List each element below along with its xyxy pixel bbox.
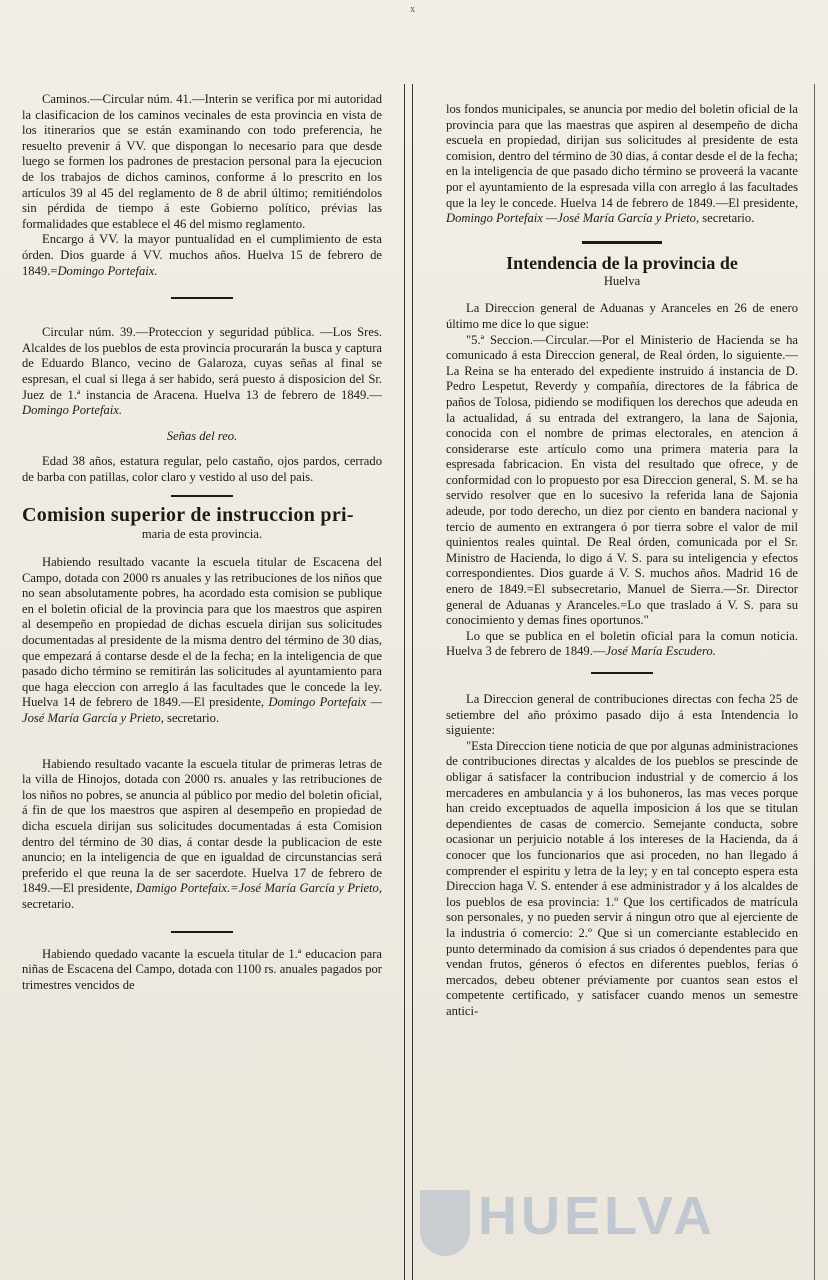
aduanas-signature: José María Escudero. bbox=[605, 644, 716, 659]
comision-title: Comision superior de instruccion pri- bbox=[22, 504, 354, 527]
continuation-notice bbox=[446, 102, 798, 227]
separator-rule bbox=[171, 297, 233, 299]
hinojos-notice bbox=[22, 757, 382, 913]
separator-rule bbox=[171, 931, 233, 933]
aduanas-closing-text: Lo que se publica en el boletin oficial para la comun noticia. Huelva 3 de febrero de 1849.— bbox=[446, 628, 798, 659]
caminos-closing bbox=[22, 232, 382, 279]
circular-39 bbox=[22, 325, 382, 419]
caminos-signature: Domingo Portefaix. bbox=[57, 263, 158, 278]
senas-text: Edad 38 años, estatura regular, pelo castaño, ojos pardos, cerrado de barba con patillas, color claro y vestido al uso del pais. bbox=[22, 454, 382, 484]
separator-rule bbox=[591, 672, 653, 674]
hinojos-signature: Damigo Portefaix.=José María García y Prieto, bbox=[136, 881, 382, 896]
continuation-end: secretario. bbox=[699, 211, 755, 226]
comision-subtitle: maria de esta provincia. bbox=[141, 527, 263, 542]
contrib-intro: La Direccion general de contribuciones directas con fecha 25 de setiembre del año próximo pasado dijo á esta Intendencia lo siguiente: bbox=[446, 692, 798, 738]
circular-39-signature: Domingo Portefaix. bbox=[22, 403, 123, 418]
column-divider bbox=[404, 84, 413, 1280]
separator-rule bbox=[582, 241, 662, 244]
right-column bbox=[446, 102, 798, 1019]
aduanas-circular: "5.ª Seccion.—Circular.—Por el Ministerio de Hacienda se ha comunicado á esta Direccion general, de Real órden, lo siguiente.—La Reina se ha enterado del expediente instruido á instancia de D. Pedro Lespetut, Reverdy y compañía, directores de la fábrica de paños de Tolosa, pidiendo se modifiquen los derechos que adeuda en la actualidad, á su entrada del extrangero, la lana de Sajonia, conocida con el nombre de primas electorales, en atencion á considerarse este artículo como una primera materia para la espresada fabricacion. En vista del resultado que ofrece, y de conformidad con lo propuesto por esa Direccion general, S. M. se ha servido resolver que en lo sucesivo la referida lana de Sajonia adeude, por todo derecho, un diez por ciento en bandera nacional y tercio de aumento en extrangera ó por tierra sobre el valor de mil quinientos reales quintal. De Real órden, comunicada por el Sr. Ministro de Hacienda, lo digo á V. S. para su inteligencia y efectos correspondientes. Dios guarde á V. S. muchos años. Madrid 16 de enero de 1849.=El subsecretario, Manuel de Sierra.—Sr. Director general de Aduanas y Aranceles.=Lo que traslado á V. S. para su conocimiento y demas fines oportunos." bbox=[446, 332, 798, 628]
aduanas-intro: La Direccion general de Aduanas y Aranceles en 26 de enero último me dice lo que sigue: bbox=[446, 301, 798, 331]
hinojos-text: Habiendo resultado vacante la escuela titular de primeras letras de la villa de Hinojos, dotada con 2000 rs. anuales y las retribuciones de los niños no pobres, se anuncia al público por medio del boletin oficial, á fin de que los maestros que aspiren al desempeño en propiedad de dicha escuela dirijan sus solicitudes documentadas á esta Comision dentro del término de 30 dias, á contar desde la publicacion de este anuncio; en la inteligencia de que en igualdad de circunstancias será preferido el que reuna la de ser sacerdote. Huelva 17 de febrero de 1849.—El presidente, bbox=[22, 756, 382, 896]
circular-39-text: Circular núm. 39.—Proteccion y seguridad pública. —Los Sres. Alcaldes de los pueblos de esta provincia procurarán la busca y captura de Eduardo Blanco, vecino de Galaroza, cuyas señas al final se espresan, el cual si llega á ser habido, será puesto á disposicion del Sr. Juez de 1.ª instancia de Aracena. Huelva 13 de febrero de 1849.— bbox=[22, 325, 382, 402]
senas-title: Señas del reo. bbox=[166, 428, 238, 443]
caminos-closing-text: Encargo á VV. la mayor puntualidad en el cumplimiento de esta órden. Dios guarde á VV. muchos años. Huelva 15 de febrero de 1849.= bbox=[22, 232, 382, 278]
top-mark: x bbox=[410, 4, 415, 15]
right-edge-rule bbox=[814, 84, 815, 1280]
escacena-text: Habiendo resultado vacante la escuela titular de Escacena del Campo, dotada con 2000 rs anuales y las retribuciones de los niños que no sean absolutamente pobres, ha acordado esta comision se publique en el boletin oficial de la provincia para que los maestros que aspiren al desempeño en propiedad de dichas escuela dirijan sus solicitudes documentadas al presidente de la misma dentro del término de 30 dias, que empezará á contarse desde el de la fecha; en la inteligencia de que pasado dicho término se remitirán las solicitudes al ayuntamiento para que haga eleccion con arreglo á las facultades que le concede la ley. Huelva 14 de febrero de 1849.—El presidente, bbox=[22, 555, 382, 710]
contrib-text: "Esta Direccion tiene noticia de que por algunas administraciones de contribuciones directas y alcaldes de los pueblos se prescinde de obligar á satisfacer la contribucion industrial y de comercio á los mercaderes en ambulancia y á los buhoneros, las mas veces porque han creido exceptuados de aquella imposicion á los que se titulan dependientes de casas de comercio. Semejante conducta, sobre ocasionar un perjuicio notable á los intereses de la Hacienda, da á conocer que los funcionarios que asi proceden, no han llegado á comprender el espiritu y letra de la ley; y en tal concepto espera esta Direccion haga V. S. entender á ese administrador y á los alcaldes de los pueblos de esa provincia: 1.º Que los certificados de matrícula son personales, y no pueden servir á ningun otro que al ejerciente de la industria ó comercio: 2.º Que si un comerciante establecido en punto determinado da comision á sus criados ó dependentes para que vendan frutos, géneros ó efectos en diferentes pueblos, ferias ó mercados, debeu obtener préviamente por cuantos sean estos el competente certificado, y satisfacer cuando menos un semestre antici- bbox=[446, 738, 798, 1018]
escacena-signature: Domingo Portefaix — José María García y Prieto, bbox=[22, 695, 382, 725]
caminos-circular: Caminos.—Circular núm. 41.—Interin se verifica por mi autoridad la clasificacion de los caminos vecinales de esta provincia en vista de los itinerarios que se están examinando con todo preferencia, he resuelto prevenir á VV. que dispongan lo necesario para que desde luego se formen los padrones de prestacion personal para la ejecucion de los trabajos de dichos caminos, conforme á lo prescrito en los artículos 39 al 45 del reglamento de 8 de abril último; remitiéndolos sin pérdida de tiempo á este Gobierno político, prévias las formalidades que establece el 46 del mismo reglamento. bbox=[22, 92, 382, 231]
spacer bbox=[22, 727, 382, 757]
escacena-notice bbox=[22, 555, 382, 727]
left-column bbox=[22, 92, 382, 993]
separator-rule bbox=[171, 495, 233, 497]
watermark: HUELVA bbox=[478, 1186, 716, 1246]
escacena-end: secretario. bbox=[163, 711, 220, 725]
intendencia-subtitle: Huelva bbox=[603, 273, 641, 288]
ninas-notice: Habiendo quedado vacante la escuela titular de 1.ª educacion para niñas de Escacena del Campo, dotada con 1100 rs. anuales pagados por trimestres vencidos de bbox=[22, 946, 382, 992]
aduanas-closing bbox=[446, 629, 798, 660]
continuation-signature: Domingo Portefaix —José María García y Prieto, bbox=[446, 211, 700, 226]
hinojos-end: secretario. bbox=[22, 896, 75, 911]
continuation-text: los fondos municipales, se anuncia por medio del boletin oficial de la provincia para que las maestras que aspiren al desempeño de dicha escuela en propiedad, dirijan sus solicitudes al presidente de esta comision, dentro del término de 30 dias, á contar desde el de la fecha; en la inteligencia de que pasado dicho término se proveerá la vacante por el ayuntamiento de la espresada villa con arreglo á las facultades que la ley le concede. Huelva 14 de febrero de 1849.—El presidente, bbox=[446, 102, 798, 210]
watermark-shield-icon bbox=[420, 1190, 470, 1256]
intendencia-title: Intendencia de la provincia de bbox=[506, 252, 738, 273]
